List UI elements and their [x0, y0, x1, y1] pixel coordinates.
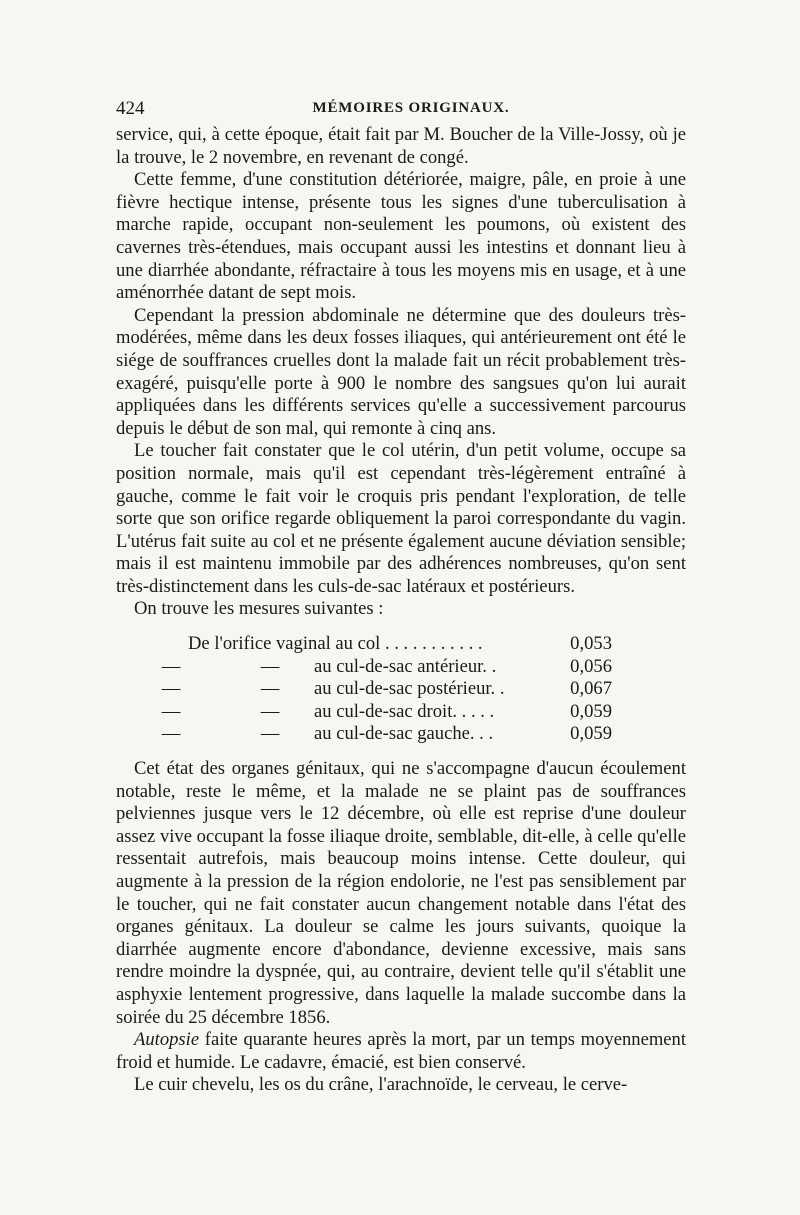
measurement-label: au cul-de-sac droit. . . . .: [314, 700, 495, 722]
paragraph-6: Cet état des organes génitaux, qui ne s'accompagne d'aucun écoulement notable, reste le même, et la malade ne se plaint pas de souffrances pelviennes jusque vers le 12 décembre, où elle est reprise d'une douleur assez vive occupant la fosse iliaque droite, semblable, dit-elle, à celle qu'elle ressentait autrefois, mais beaucoup moins intense. Cette douleur, qui augmente à la pression de la région endolorie, ne l'est pas sensiblement par le toucher, qui ne fait constater aucun changement notable dans l'état des organes génitaux. La douleur se calme les jours suivants, quoique la diarrhée augmente encore d'abondance, devienne excessive, mais sans rendre moindre la dyspnée, qui, au contraire, devient telle qu'il s'établit une asphyxie lentement progressive, dans laquelle la malade succombe dans la soirée du 25 décembre 1856.: [116, 758, 686, 1028]
page-number: 424: [116, 98, 145, 119]
paragraph-4: Le toucher fait constater que le col utérin, d'un petit volume, occupe sa position normale, mais qu'il est cependant très-légèrement entraîné à gauche, comme le fait voir le croquis pris pendant l'exploration, de telle sorte que son orifice regarde obliquement la paroi correspondante du vagin. L'utérus fait suite au col et ne présente également aucune déviation sensible; mais il est maintenu immobile par des adhérences nombreuses, qu'on sent très-distinctement dans les culs-de-sac latéraux et postérieurs.: [116, 440, 686, 597]
measurement-label: au cul-de-sac postérieur. .: [314, 678, 505, 700]
ditto-dash: —: [260, 655, 280, 677]
paragraph-5: On trouve les mesures suivantes :: [134, 598, 384, 620]
ditto-dash: —: [260, 678, 280, 700]
measurement-value: 0,056: [570, 655, 612, 677]
paragraph-7-text: faite quarante heures après la mort, par un temps moyennement froid et humide. Le cadavre, émacié, est bien conservé.: [116, 1029, 686, 1073]
measurements-table: [116, 633, 686, 746]
paragraph-1: service, qui, à cette époque, était fait par M. Boucher de la Ville-Jossy, où je la trouve, le 2 novembre, en revenant de congé.: [116, 124, 686, 168]
autopsie-heading: Autopsie: [134, 1029, 200, 1051]
measurement-value: 0,059: [570, 723, 612, 745]
measurement-value: 0,067: [570, 678, 612, 700]
measurement-label: au cul-de-sac antérieur. .: [314, 655, 497, 677]
measurement-label: au cul-de-sac gauche. . .: [314, 723, 494, 745]
paragraph-2: Cette femme, d'une constitution détériorée, maigre, pâle, en proie à une fièvre hectique intense, présente tous les signes d'une tuberculisation à marche rapide, occupant non-seulement les poumons, où existent des cavernes très-étendues, mais occupant aussi les intestins et donnant lieu à une diarrhée abondante, réfractaire à tous les moyens mis en usage, et à une aménorrhée datant de sept mois.: [116, 169, 686, 304]
book-page: [116, 94, 686, 1097]
measurement-row: [116, 633, 686, 656]
paragraph-7: [116, 1029, 686, 1074]
page-header: [116, 94, 686, 124]
measurement-value: 0,053: [570, 633, 612, 655]
ditto-dash: —: [161, 700, 181, 722]
paragraph-3: Cependant la pression abdominale ne détermine que des douleurs très-modérées, même dans les deux fosses iliaques, qui antérieurement ont été le siége de souffrances cruelles dont la malade fait un récit probablement très-exagéré, puisqu'elle porte à 900 le nombre des sangsues qu'on lui aurait appliquées dans les différents services qu'elle a successivement parcourus depuis le début de son mal, qui remonte à cinq ans.: [116, 304, 686, 439]
measurement-label: De l'orifice vaginal au col . . . . . . . . . . .: [188, 633, 483, 655]
measurement-row: [116, 701, 686, 724]
measurement-row: [116, 723, 686, 746]
running-title: MÉMOIRES ORIGINAUX.: [312, 100, 510, 116]
measurement-value: 0,059: [570, 700, 612, 722]
ditto-dash: —: [161, 723, 181, 745]
ditto-dash: —: [260, 700, 280, 722]
measurement-row: [116, 678, 686, 701]
ditto-dash: —: [260, 723, 280, 745]
paragraph-8: Le cuir chevelu, les os du crâne, l'arachnoïde, le cerveau, le cerve-: [134, 1074, 628, 1096]
measurement-row: [116, 656, 686, 679]
ditto-dash: —: [161, 655, 181, 677]
ditto-dash: —: [161, 678, 181, 700]
